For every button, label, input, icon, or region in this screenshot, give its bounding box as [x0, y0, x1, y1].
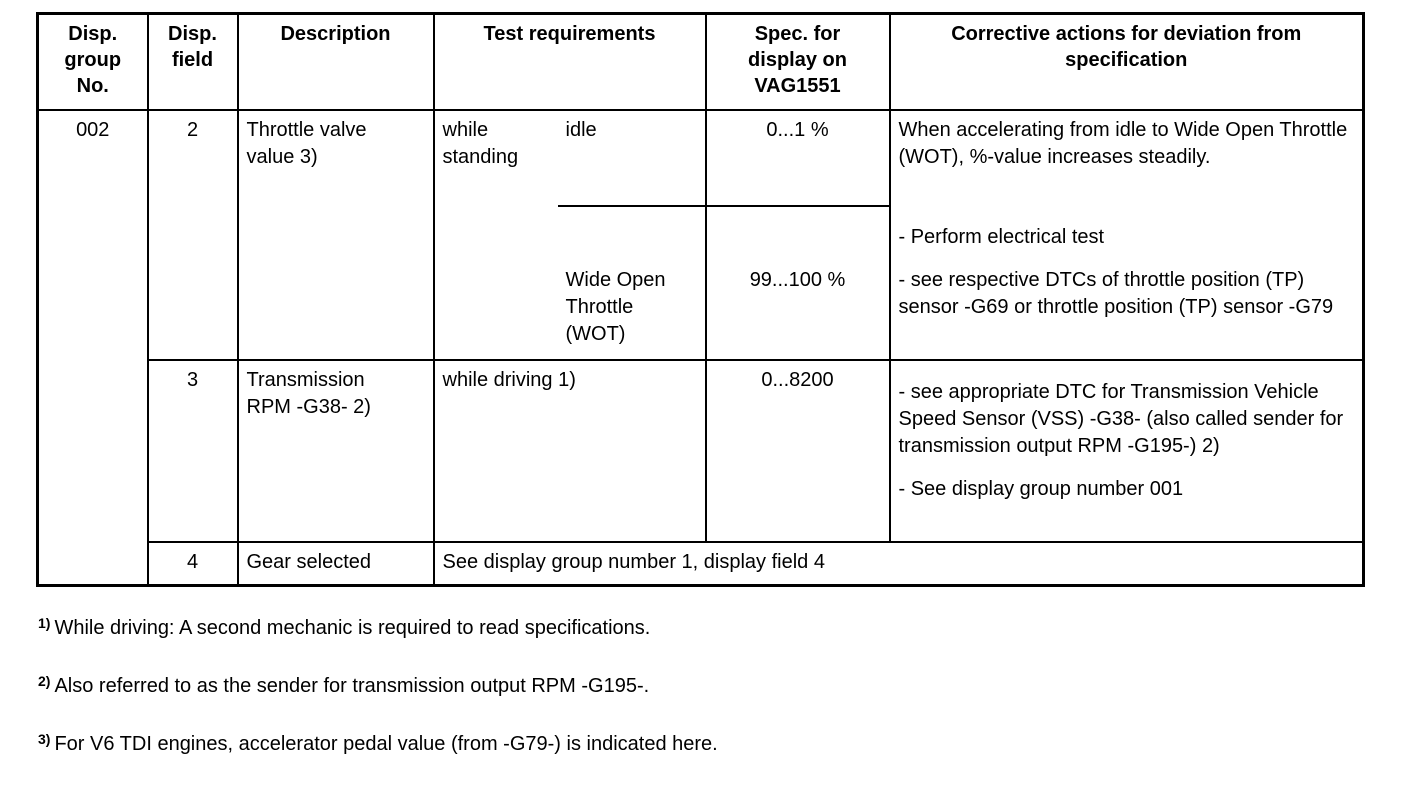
header-spec: Spec. for display on VAG1551 [706, 14, 890, 110]
header-description: Description [238, 14, 434, 110]
footnote-text: While driving: A second mechanic is required to read specifications. [54, 617, 651, 639]
description-cell: Transmission RPM -G38- 2) [238, 360, 434, 542]
disp-field-cell: 4 [148, 542, 238, 586]
footnote [38, 668, 718, 726]
action-text: When accelerating from idle to Wide Open Throttle (WOT), %-value increases steadily. [898, 118, 1348, 168]
header-corrective-actions: Corrective actions for deviation from specification [890, 14, 1364, 110]
spec-cell: 0...1 % [706, 110, 890, 206]
header-group-no: Disp. group No. [38, 14, 148, 110]
header-row [38, 14, 1364, 110]
disp-field-cell: 2 [148, 110, 238, 360]
test-condition-cell: while driving 1) [434, 360, 706, 542]
action-text: - Perform electrical test [898, 225, 1105, 248]
spec-table [36, 12, 1365, 587]
footnote-text: Also referred to as the sender for transmission output RPM -G195-. [54, 675, 650, 697]
action-text: - see respective DTCs of throttle position (TP) sensor -G69 or throttle position (TP) sensor -G79 [898, 268, 1334, 318]
footnote [38, 610, 718, 668]
table-row [38, 110, 1364, 206]
spec-cell: 99...100 % [706, 206, 890, 360]
spec-cell: 0...8200 [706, 360, 890, 542]
test-state-cell: Wide Open Throttle (WOT) [558, 206, 706, 360]
footnote-text: For V6 TDI engines, accelerator pedal value (from -G79-) is indicated here. [54, 733, 718, 755]
header-disp-field: Disp. field [148, 14, 238, 110]
actions-cell [890, 110, 1364, 206]
footnote-mark: 3) [38, 731, 51, 747]
test-state-cell: idle [558, 110, 706, 206]
actions-cell [890, 360, 1364, 542]
action-text: - see appropriate DTC for Transmission Vehicle Speed Sensor (VSS) -G38- (also called sender for transmission output RPM -G195-) 2) [898, 380, 1344, 457]
disp-field-cell: 3 [148, 360, 238, 542]
description-cell: Gear selected [238, 542, 434, 586]
group-number: 002 [38, 110, 148, 586]
merged-reference-cell: See display group number 1, display field 4 [434, 542, 1364, 586]
test-condition-cell: while standing [434, 110, 558, 360]
footnotes [38, 610, 718, 784]
table-row [38, 542, 1364, 586]
footnote-mark: 1) [38, 615, 51, 631]
description-cell: Throttle valve value 3) [238, 110, 434, 360]
footnote [38, 726, 718, 784]
action-text: - See display group number 001 [898, 477, 1184, 500]
table-row [38, 360, 1364, 542]
footnote-mark: 2) [38, 673, 51, 689]
actions-cell [890, 206, 1364, 360]
header-test-requirements: Test requirements [434, 14, 706, 110]
